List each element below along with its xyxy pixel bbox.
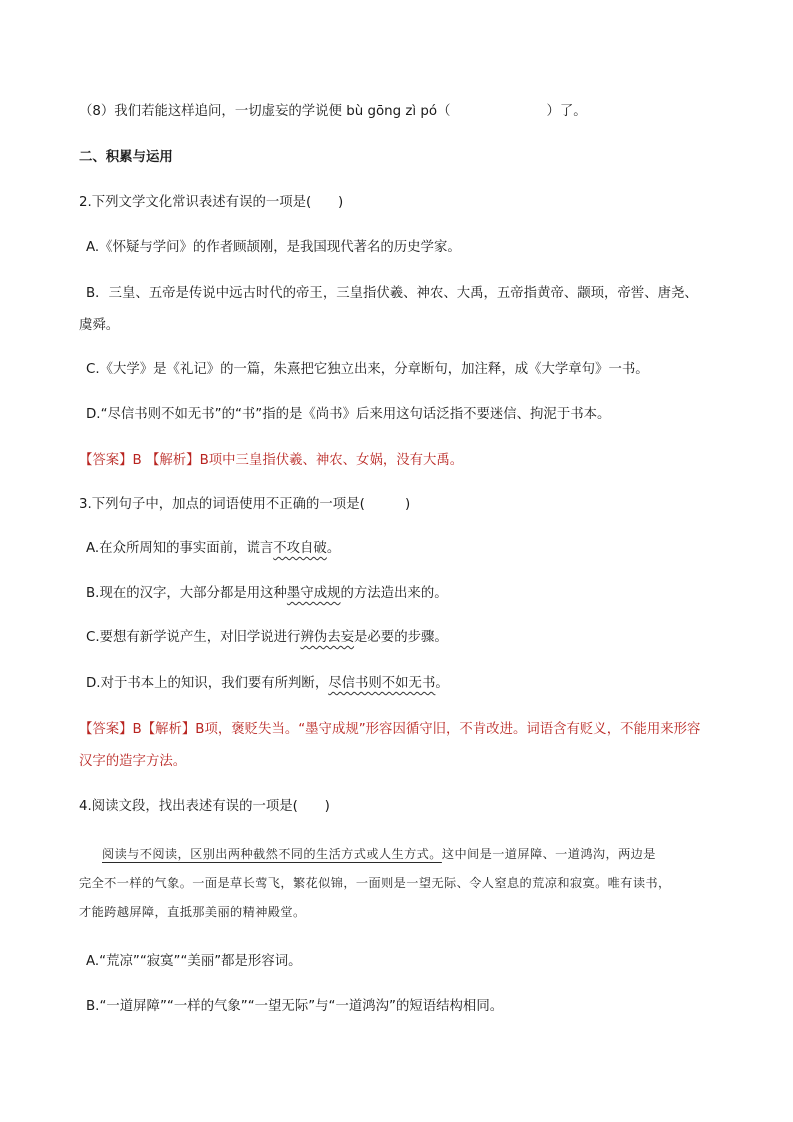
question-4-stem: 4.阅读文段，找出表述有误的一项是( ) xyxy=(79,799,330,814)
reading-passage xyxy=(102,840,722,869)
question-2-option-c: C.《大学》是《礼记》的一篇，朱熹把它独立出来，分章断句，加注释，成《大学章句》一书。 xyxy=(86,362,649,377)
question-4-option-b: B.“一道屏障”“一样的气象”“一望无际”与“一道鸿沟”的短语结构相同。 xyxy=(86,999,504,1014)
question-2-stem: 2.下列文学文化常识表述有误的一项是( ) xyxy=(79,195,344,210)
option-d-text-end: 。 xyxy=(435,676,449,691)
question-1-8 xyxy=(79,102,587,122)
passage-line1-rest: 这中间是一道屏障、一道鸿沟，两边是 xyxy=(441,847,656,861)
option-c-text: C.要想有新学说产生，对旧学说进行 xyxy=(86,630,301,645)
question-2-option-a: A.《怀疑与学问》的作者顾颉刚，是我国现代著名的历史学家。 xyxy=(86,240,461,255)
option-c-text-end: 是必要的步骤。 xyxy=(354,630,448,645)
question-3-option-d xyxy=(86,674,449,694)
option-c-dotted-term: 辨伪去妄 xyxy=(300,630,355,645)
reading-passage-line3: 才能跨越屏障，直抵那美丽的精神殿堂。 xyxy=(79,905,306,919)
option-a-text-end: 。 xyxy=(326,541,341,556)
question-3-answer-line2: 汉字的造字方法。 xyxy=(79,754,187,769)
question-1-8-suffix: ）了。 xyxy=(546,104,587,119)
question-3-answer-line1: 【答案】B【解析】B项，褒贬失当。“墨守成规”形容因循守旧，不肯改进。词语含有贬义，不能用来形容 xyxy=(79,722,701,737)
section-2-title: 二、积累与运用 xyxy=(79,150,173,165)
question-3-option-a xyxy=(86,539,340,559)
option-a-dotted-term: 不攻自破 xyxy=(273,541,327,556)
question-2-option-b-line1: B．三皇、五帝是传说中远古时代的帝王，三皇指伏羲、神农、大禹，五帝指黄帝、颛顼，帝喾、唐尧、 xyxy=(86,286,698,301)
option-b-text: B.现在的汉字，大部分都是用这种 xyxy=(86,586,287,601)
reading-passage-line2: 完全不一样的气象。一面是草长莺飞，繁花似锦，一面则是一望无际、令人窒息的荒凉和寂寞。唯有读书， xyxy=(79,876,671,890)
passage-underlined-sentence: 阅读与不阅读，区别出两种截然不同的生活方式或人生方式。 xyxy=(102,847,442,861)
question-1-8-prefix: （8）我们若能这样追问，一切虚妄的学说便 bù gōng zì pó（ xyxy=(79,104,451,119)
option-b-text-end: 的方法造出来的。 xyxy=(340,586,448,601)
option-d-dotted-term: 尽信书则不如无书 xyxy=(328,676,436,691)
question-2-option-d: D.“尽信书则不如无书”的“书”指的是《尚书》后来用这句话泛指不要迷信、拘泥于书本。 xyxy=(86,407,611,422)
question-3-stem: 3.下列句子中，加点的词语使用不正确的一项是( ) xyxy=(79,497,411,512)
question-2-option-b-line2: 虞舜。 xyxy=(79,318,120,333)
question-3-option-c xyxy=(86,628,448,648)
option-a-text: A.在众所周知的事实面前，谎言 xyxy=(86,541,274,556)
question-3-option-b xyxy=(86,584,448,604)
option-b-dotted-term: 墨守成规 xyxy=(286,586,341,601)
option-d-text: D.对于书本上的知识，我们要有所判断， xyxy=(86,676,329,691)
question-4-option-a: A.“荒凉”“寂寞”“美丽”都是形容词。 xyxy=(86,954,302,969)
question-2-answer: 【答案】B 【解析】B项中三皇指伏羲、神农、女娲，没有大禹。 xyxy=(79,453,464,468)
